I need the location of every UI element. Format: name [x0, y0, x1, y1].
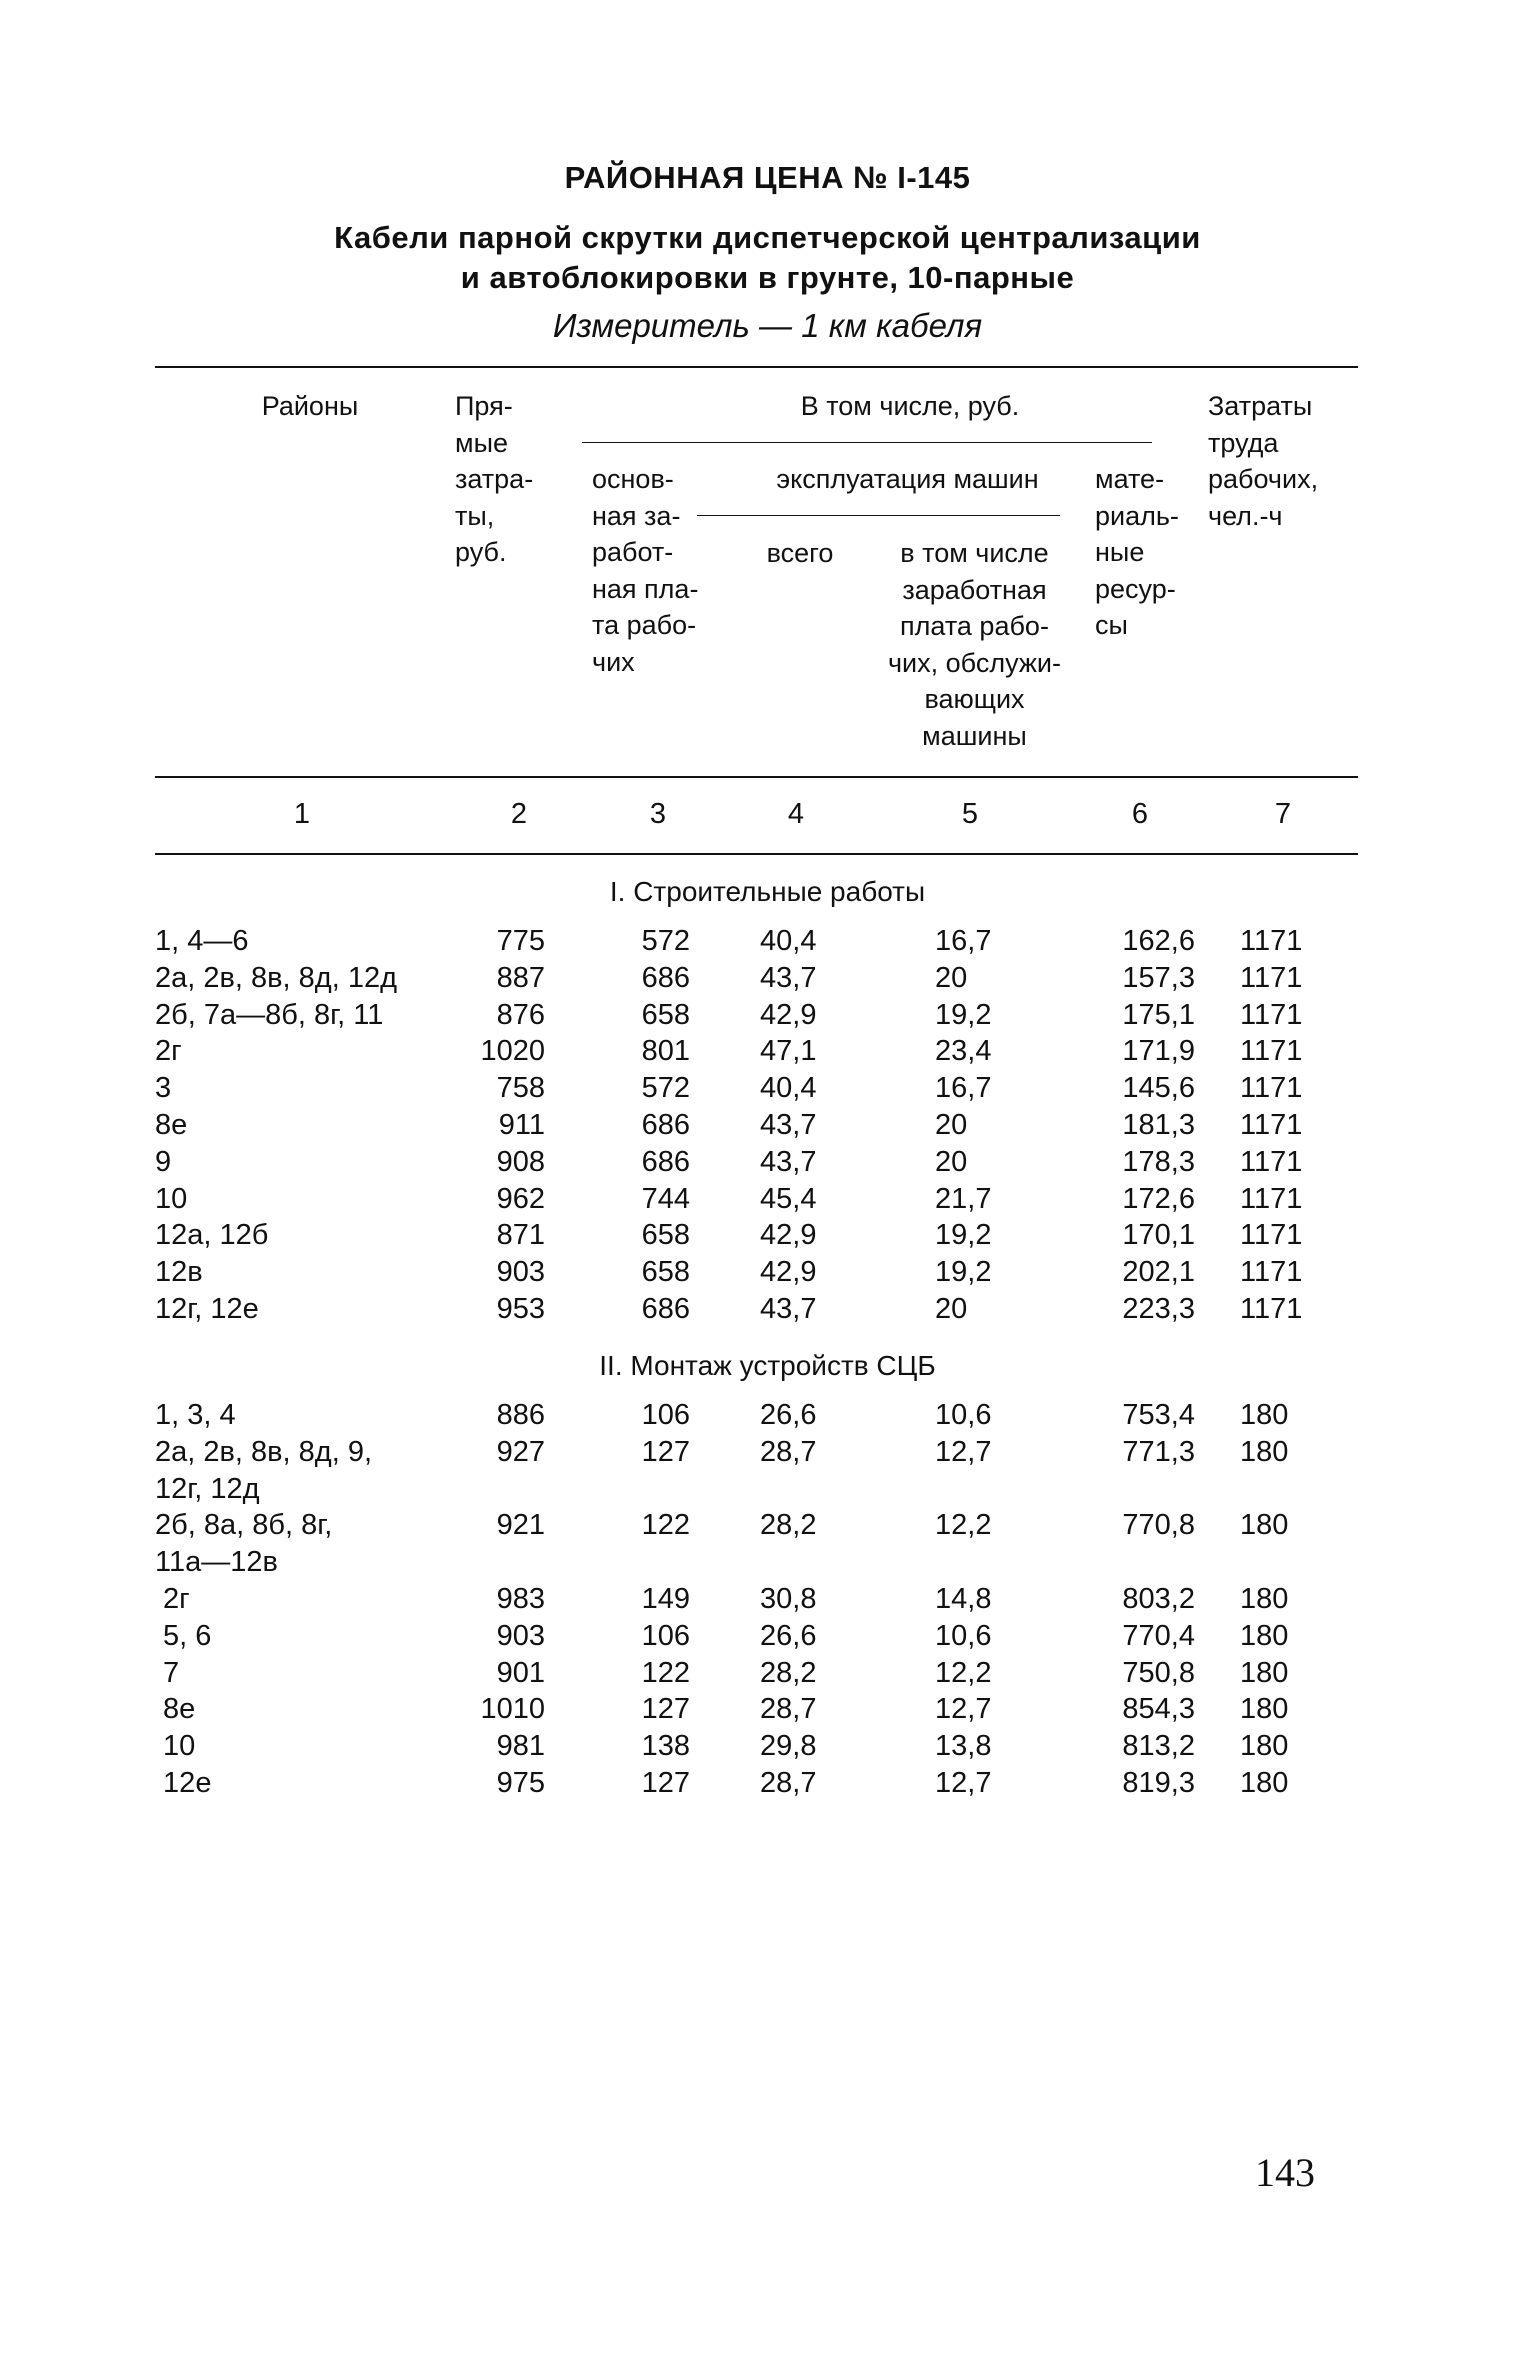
value-cell: 686 [641, 1293, 690, 1325]
value-cell: 658 [641, 1219, 690, 1252]
value-cell: 1010 [480, 1693, 545, 1726]
value-cell: 23,4 [935, 1035, 992, 1068]
value-cell: 122 [641, 1656, 690, 1689]
value-cell: 775 [496, 925, 545, 957]
value-cell: 908 [496, 1145, 545, 1178]
numbers-bottom-rule [155, 853, 1358, 855]
column-number-5: 5 [961, 798, 979, 830]
value-cell: 47,1 [760, 1035, 817, 1068]
header-exploit-rule [697, 515, 1060, 516]
value-cell: 42,9 [760, 998, 817, 1031]
value-cell: 12,2 [935, 1509, 992, 1542]
value-cell: 20 [935, 1109, 968, 1141]
region-cell: 1, 3, 4 [155, 1399, 236, 1431]
value-cell: 1171 [1240, 1072, 1303, 1105]
value-cell: 12,7 [935, 1435, 992, 1468]
value-cell: 45,4 [760, 1182, 817, 1215]
region-cell: 8е [155, 1693, 196, 1726]
value-cell: 30,8 [760, 1583, 817, 1615]
value-cell: 171,9 [1122, 1035, 1195, 1068]
region-cell: 2г [155, 1035, 182, 1068]
region-cell: 8е [155, 1109, 188, 1141]
value-cell: 40,4 [760, 925, 817, 957]
value-cell: 40,4 [760, 1072, 817, 1105]
value-cell: 122 [641, 1509, 690, 1542]
value-cell: 1171 [1240, 1219, 1303, 1252]
value-cell: 886 [496, 1399, 545, 1431]
value-cell: 28,7 [760, 1435, 817, 1468]
value-cell: 12,7 [935, 1767, 992, 1799]
value-cell: 162,6 [1122, 925, 1195, 957]
value-cell: 12,7 [935, 1693, 992, 1726]
header-labor: Затраты труда рабочих, чел.-ч [1208, 391, 1319, 531]
value-cell: 180 [1240, 1656, 1289, 1689]
value-cell: 19,2 [935, 998, 992, 1031]
value-cell: 19,2 [935, 1256, 992, 1289]
value-cell: 1171 [1240, 998, 1303, 1031]
value-cell: 887 [496, 961, 545, 994]
value-cell: 43,7 [760, 1293, 817, 1325]
value-cell: 28,7 [760, 1693, 817, 1726]
value-cell: 901 [496, 1656, 545, 1689]
value-cell: 180 [1240, 1619, 1289, 1652]
value-cell: 658 [641, 1256, 690, 1289]
value-cell: 12,2 [935, 1656, 992, 1689]
value-cell: 157,3 [1122, 961, 1195, 994]
section-title: II. Монтаж устройств СЦБ [599, 1350, 936, 1381]
header-regions: Районы [261, 391, 359, 421]
value-cell: 803,2 [1122, 1583, 1195, 1615]
region-cell: 12в [155, 1256, 203, 1289]
value-cell: 1171 [1240, 1109, 1303, 1141]
header-machine-operation: эксплуатация машин [776, 464, 1039, 494]
value-cell: 42,9 [760, 1219, 817, 1252]
page-number: 143 [1255, 2150, 1315, 2195]
unit-line: Измеритель — 1 км кабеля [552, 307, 983, 344]
header-including: В том числе, руб. [800, 391, 1020, 421]
value-cell: 149 [641, 1583, 690, 1615]
value-cell: 138 [641, 1730, 690, 1763]
value-cell: 172,6 [1122, 1182, 1195, 1215]
value-cell: 145,6 [1122, 1072, 1195, 1105]
region-cell: 3 [155, 1072, 172, 1105]
value-cell: 983 [496, 1583, 545, 1615]
value-cell: 770,4 [1122, 1619, 1195, 1652]
value-cell: 20 [935, 961, 968, 994]
value-cell: 28,7 [760, 1767, 817, 1799]
value-cell: 28,2 [760, 1656, 817, 1689]
value-cell: 127 [641, 1693, 690, 1726]
price-title: РАЙОННАЯ ЦЕНА № I-145 [564, 160, 971, 195]
value-cell: 813,2 [1122, 1730, 1195, 1763]
region-cell: 5, 6 [155, 1619, 212, 1652]
value-cell: 819,3 [1122, 1767, 1195, 1799]
value-cell: 26,6 [760, 1619, 817, 1652]
value-cell: 10,6 [935, 1399, 992, 1431]
value-cell: 871 [496, 1219, 545, 1252]
header-bottom-rule [155, 776, 1358, 778]
value-cell: 1171 [1240, 1256, 1303, 1289]
header-materials: мате- риаль- ные ресур- сы [1095, 464, 1179, 640]
value-cell: 14,8 [935, 1583, 992, 1615]
value-cell: 26,6 [760, 1399, 817, 1431]
value-cell: 975 [496, 1767, 545, 1799]
value-cell: 180 [1240, 1399, 1289, 1431]
region-cell: 9 [155, 1145, 172, 1178]
value-cell: 13,8 [935, 1730, 992, 1763]
value-cell: 658 [641, 998, 690, 1031]
table-top-rule [155, 366, 1358, 368]
value-cell: 753,4 [1122, 1399, 1195, 1431]
value-cell: 686 [641, 1109, 690, 1141]
value-cell: 20 [935, 1145, 968, 1178]
value-cell: 180 [1240, 1693, 1289, 1726]
value-cell: 686 [641, 1145, 690, 1178]
column-number-4: 4 [787, 798, 805, 830]
value-cell: 876 [496, 998, 545, 1031]
value-cell: 43,7 [760, 1145, 817, 1178]
value-cell: 106 [641, 1619, 690, 1652]
value-cell: 921 [496, 1509, 545, 1542]
value-cell: 170,1 [1122, 1219, 1195, 1252]
value-cell: 223,3 [1122, 1293, 1195, 1325]
value-cell: 1171 [1240, 1182, 1303, 1215]
column-number-7: 7 [1274, 798, 1292, 830]
value-cell: 903 [496, 1619, 545, 1652]
region-cell: 1, 4—6 [155, 925, 249, 957]
subtitle-line-1: Кабели парной скрутки диспетчерской централизации [334, 220, 1201, 255]
value-cell: 1171 [1240, 1145, 1303, 1178]
region-cell: 12г, 12е [155, 1293, 259, 1325]
value-cell: 686 [641, 961, 690, 994]
value-cell: 1020 [480, 1035, 545, 1068]
value-cell: 180 [1240, 1509, 1289, 1542]
column-number-2: 2 [510, 798, 528, 830]
region-cell: 2б, 8а, 8б, 8г, 11а—12в [155, 1509, 333, 1579]
value-cell: 801 [641, 1035, 690, 1068]
value-cell: 180 [1240, 1767, 1289, 1799]
value-cell: 127 [641, 1767, 690, 1799]
value-cell: 21,7 [935, 1182, 992, 1215]
column-number-1: 1 [293, 798, 311, 830]
value-cell: 758 [496, 1072, 545, 1105]
value-cell: 903 [496, 1256, 545, 1289]
value-cell: 750,8 [1122, 1656, 1195, 1689]
value-cell: 911 [498, 1109, 545, 1141]
value-cell: 1171 [1240, 1035, 1303, 1068]
region-cell: 2г [155, 1583, 190, 1615]
header-operator-wages: в том числе заработная плата рабо- чих, обслужи- вающих машины [887, 538, 1062, 751]
value-cell: 962 [496, 1182, 545, 1215]
value-cell: 770,8 [1122, 1509, 1195, 1542]
header-base-wages: основ- ная за- работ- ная пла- та рабо- чих [592, 464, 699, 677]
value-cell: 106 [641, 1399, 690, 1431]
subtitle-line-2: и автоблокировки в грунте, 10-парные [460, 260, 1075, 295]
value-cell: 1171 [1240, 925, 1303, 957]
region-cell: 2а, 2в, 8в, 8д, 9, 12г, 12д [155, 1435, 373, 1505]
value-cell: 572 [641, 925, 690, 957]
region-cell: 7 [155, 1656, 180, 1689]
header-group-rule [582, 442, 1152, 443]
value-cell: 19,2 [935, 1219, 992, 1252]
section-title: I. Строительные работы [609, 876, 926, 907]
value-cell: 42,9 [760, 1256, 817, 1289]
region-cell: 10 [155, 1730, 196, 1763]
value-cell: 854,3 [1122, 1693, 1195, 1726]
value-cell: 16,7 [935, 1072, 992, 1105]
value-cell: 20 [935, 1293, 968, 1325]
region-cell: 10 [155, 1182, 188, 1215]
value-cell: 43,7 [760, 961, 817, 994]
header-total: всего [766, 538, 834, 568]
value-cell: 744 [641, 1182, 690, 1215]
value-cell: 29,8 [760, 1730, 817, 1763]
region-cell: 12а, 12б [155, 1219, 269, 1252]
value-cell: 178,3 [1122, 1145, 1195, 1178]
value-cell: 180 [1240, 1730, 1289, 1763]
value-cell: 1171 [1240, 961, 1303, 994]
value-cell: 181,3 [1122, 1109, 1195, 1141]
value-cell: 572 [641, 1072, 690, 1105]
value-cell: 981 [496, 1730, 545, 1763]
value-cell: 180 [1240, 1583, 1289, 1615]
column-number-6: 6 [1131, 798, 1149, 830]
value-cell: 202,1 [1122, 1256, 1195, 1289]
value-cell: 43,7 [760, 1109, 817, 1141]
value-cell: 127 [641, 1435, 690, 1468]
region-cell: 12е [155, 1767, 212, 1799]
column-number-3: 3 [649, 798, 667, 830]
value-cell: 28,2 [760, 1509, 817, 1542]
value-cell: 175,1 [1122, 998, 1195, 1031]
region-cell: 2а, 2в, 8в, 8д, 12д [155, 961, 398, 994]
header-direct-costs: Пря- мые затра- ты, руб. [455, 391, 534, 567]
value-cell: 1171 [1240, 1293, 1303, 1325]
value-cell: 10,6 [935, 1619, 992, 1652]
value-cell: 771,3 [1122, 1435, 1195, 1468]
value-cell: 16,7 [935, 925, 992, 957]
region-cell: 2б, 7а—8б, 8г, 11 [155, 998, 384, 1031]
value-cell: 953 [496, 1293, 545, 1325]
value-cell: 927 [496, 1435, 545, 1468]
value-cell: 180 [1240, 1435, 1289, 1468]
